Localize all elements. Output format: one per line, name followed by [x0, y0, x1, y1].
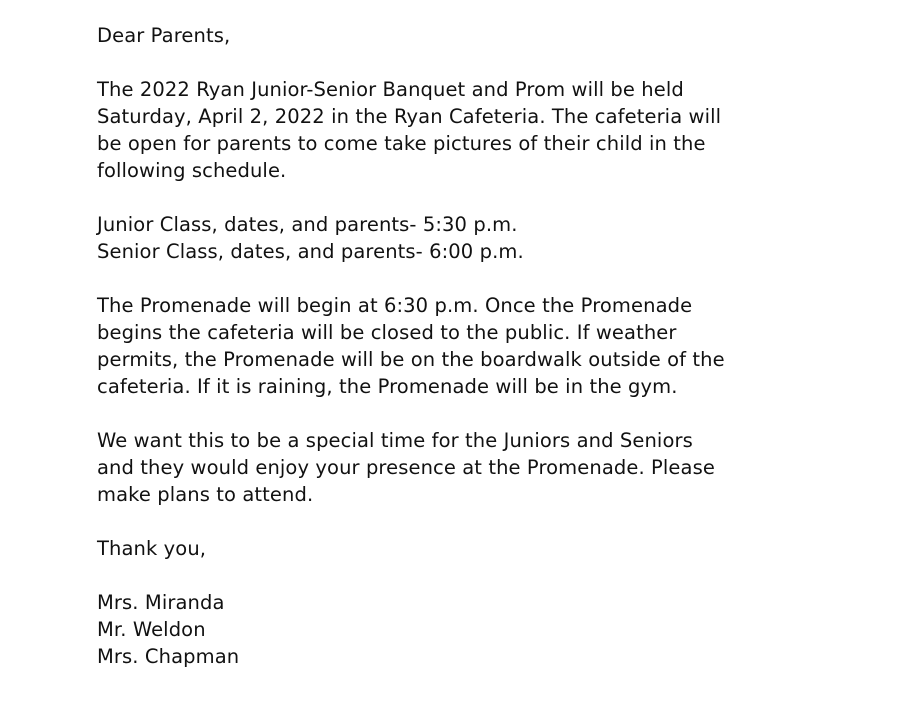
promenade-line: cafeteria. If it is raining, the Promenade will be in the gym.	[97, 375, 678, 398]
closing: Thank you,	[97, 537, 207, 560]
schedule-item-senior: Senior Class, dates, and parents- 6:00 p.m.	[97, 240, 524, 263]
signatures	[97, 589, 837, 670]
promenade-paragraph	[97, 292, 837, 400]
signature-weldon: Mr. Weldon	[97, 618, 206, 641]
signature-miranda: Mrs. Miranda	[97, 591, 225, 614]
invitation-line: make plans to attend.	[97, 483, 314, 506]
intro-line: be open for parents to come take pictures of their child in the	[97, 132, 706, 155]
promenade-line: The Promenade will begin at 6:30 p.m. Once the Promenade	[97, 294, 693, 317]
spacer	[97, 184, 837, 211]
promenade-line: permits, the Promenade will be on the boardwalk outside of the	[97, 348, 725, 371]
spacer	[97, 400, 837, 427]
spacer	[97, 508, 837, 535]
spacer	[97, 265, 837, 292]
schedule	[97, 211, 837, 265]
intro-line: following schedule.	[97, 159, 287, 182]
invitation-line: and they would enjoy your presence at the Promenade. Please	[97, 456, 715, 479]
intro-paragraph	[97, 76, 837, 184]
letter	[97, 22, 837, 670]
spacer	[97, 49, 837, 76]
intro-line: Saturday, April 2, 2022 in the Ryan Cafeteria. The cafeteria will	[97, 105, 722, 128]
invitation-paragraph	[97, 427, 837, 508]
intro-line: The 2022 Ryan Junior-Senior Banquet and Prom will be held	[97, 78, 684, 101]
signature-chapman: Mrs. Chapman	[97, 645, 240, 668]
salutation: Dear Parents,	[97, 24, 231, 47]
schedule-item-junior: Junior Class, dates, and parents- 5:30 p.m.	[97, 213, 518, 236]
invitation-line: We want this to be a special time for the Juniors and Seniors	[97, 429, 693, 452]
promenade-line: begins the cafeteria will be closed to the public. If weather	[97, 321, 677, 344]
spacer	[97, 562, 837, 589]
